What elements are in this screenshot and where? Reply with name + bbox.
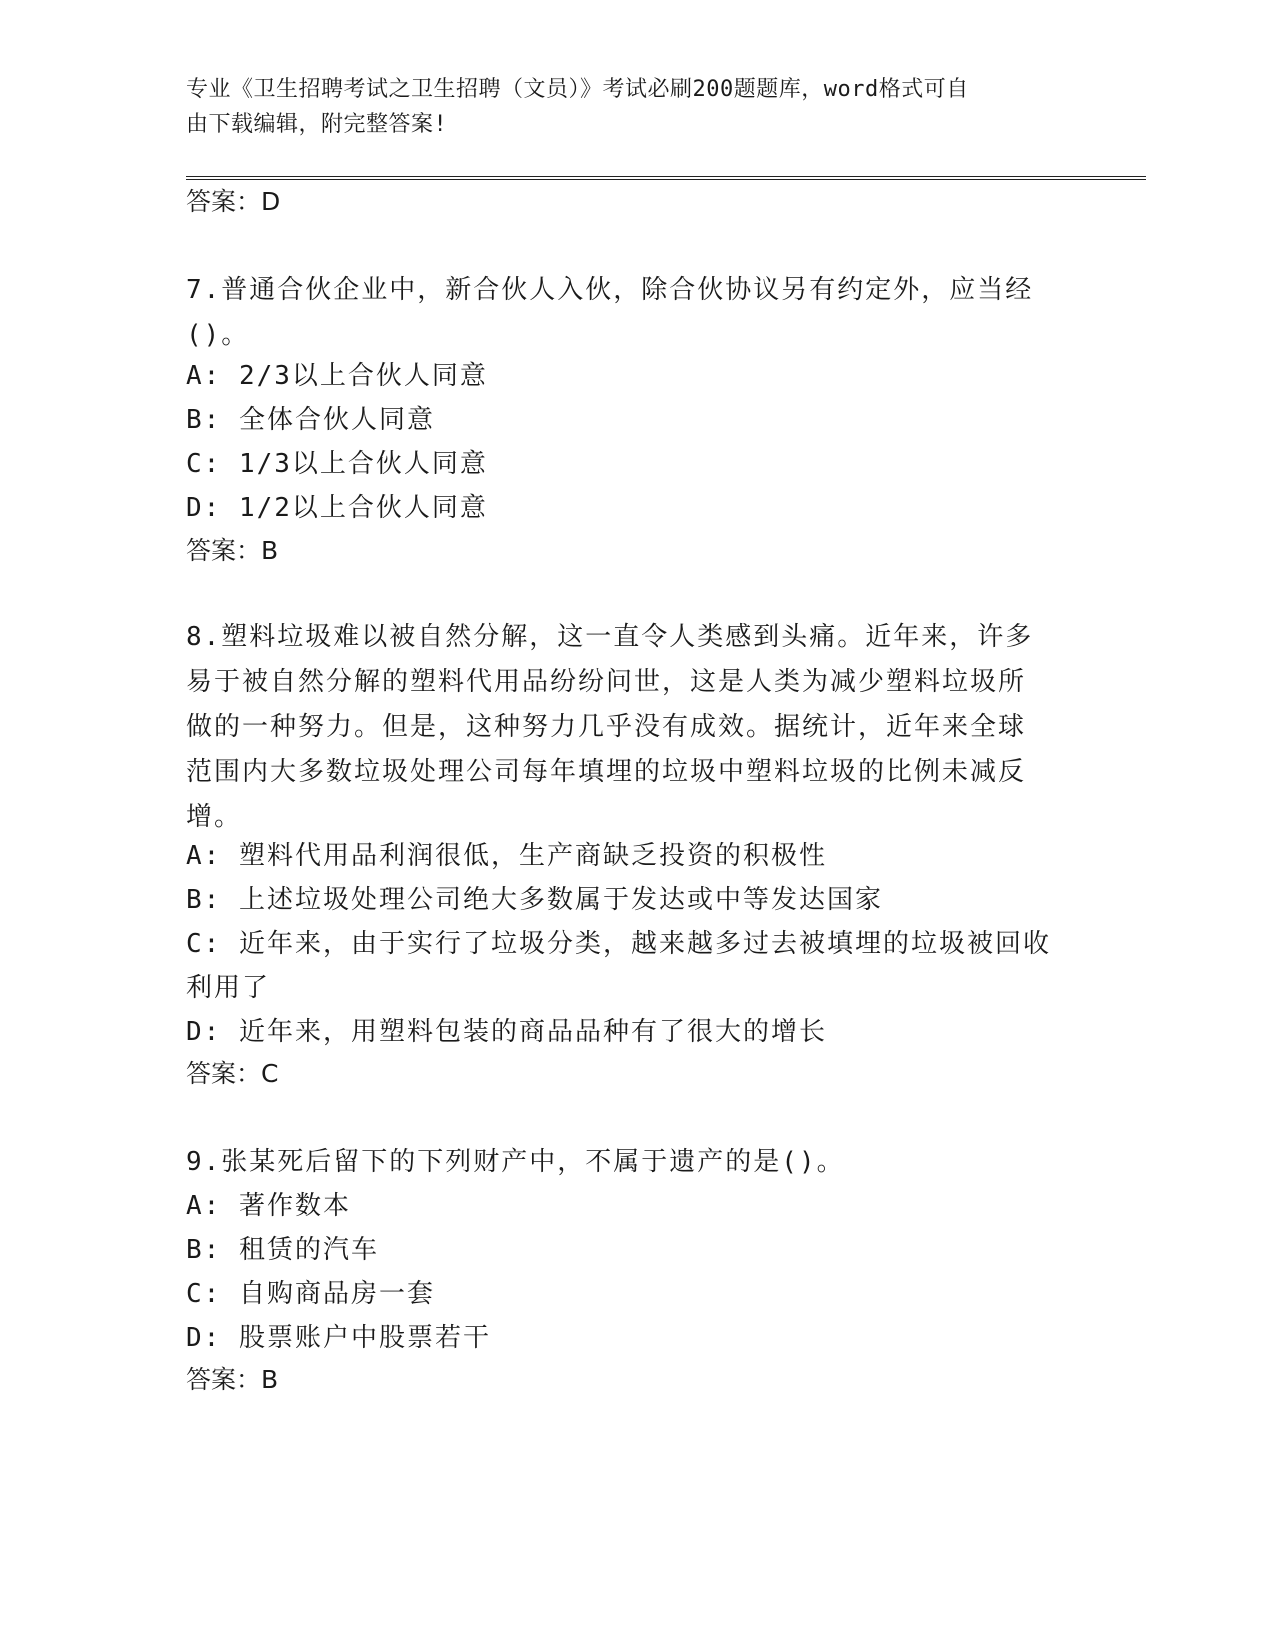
question-stem <box>186 268 1056 358</box>
document-header <box>186 72 1086 142</box>
option-c: C: 自购商品房一套 <box>186 1279 435 1309</box>
stem-line: 7.普通合伙企业中，新合伙人入伙，除合伙协议另有约定外，应当经 <box>186 275 1034 305</box>
stem-line: 增。 <box>186 802 243 832</box>
stem-line: 易于被自然分解的塑料代用品纷纷问世，这是人类为减少塑料垃圾所 <box>186 667 1027 697</box>
option-d: D: 1/2以上合伙人同意 <box>186 493 488 523</box>
option-d: D: 股票账户中股票若干 <box>186 1323 491 1353</box>
option-c: C: 近年来，由于实行了垃圾分类，越来越多过去被填埋的垃圾被回收 <box>186 929 1051 959</box>
stem-line: 做的一种努力。但是，这种努力几乎没有成效。据统计，近年来全球 <box>186 712 1027 742</box>
stem-line: 8.塑料垃圾难以被自然分解，这一直令人类感到头痛。近年来，许多 <box>186 622 1034 652</box>
header-line-1: 专业《卫生招聘考试之卫生招聘（文员）》考试必刷200题题库，word格式可自 <box>186 77 969 102</box>
question-stem <box>186 615 1056 840</box>
option-a: A: 塑料代用品利润很低，生产商缺乏投资的积极性 <box>186 841 827 871</box>
answer-label: 答案：C <box>186 1059 279 1088</box>
option-c: C: 1/3以上合伙人同意 <box>186 449 488 479</box>
option-d: D: 近年来，用塑料包装的商品品种有了很大的增长 <box>186 1017 827 1047</box>
option-a: A: 著作数本 <box>186 1191 351 1221</box>
option-b: B: 租赁的汽车 <box>186 1235 379 1265</box>
stem-line: 9.张某死后留下的下列财产中，不属于遗产的是()。 <box>186 1147 845 1177</box>
answer-label: 答案：B <box>186 1365 279 1394</box>
header-divider <box>186 176 1146 180</box>
answer-label: 答案：B <box>186 536 279 565</box>
answer-label: 答案：D <box>186 187 281 216</box>
stem-line: 范围内大多数垃圾处理公司每年填埋的垃圾中塑料垃圾的比例未减反 <box>186 757 1027 787</box>
option-c-continued: 利用了 <box>186 973 271 1003</box>
option-b: B: 上述垃圾处理公司绝大多数属于发达或中等发达国家 <box>186 885 883 915</box>
stem-line: ()。 <box>186 320 250 350</box>
option-b: B: 全体合伙人同意 <box>186 405 435 435</box>
option-a: A: 2/3以上合伙人同意 <box>186 361 488 391</box>
question-stem <box>186 1140 1056 1185</box>
header-line-2: 由下载编辑，附完整答案! <box>186 112 448 137</box>
